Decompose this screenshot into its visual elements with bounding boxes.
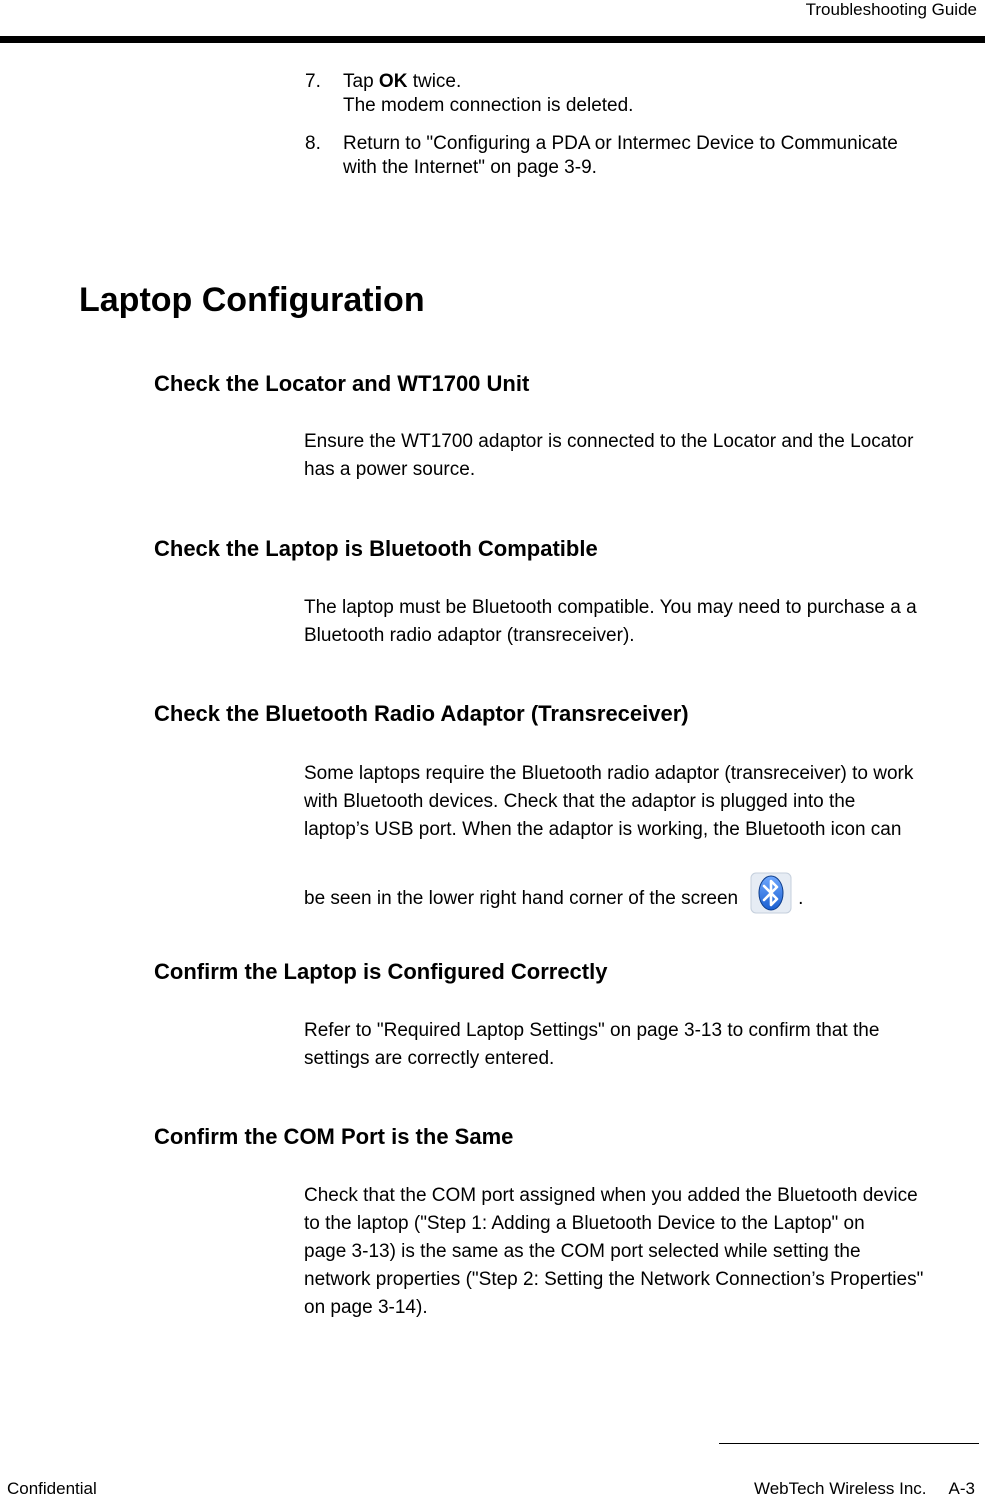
subsection-title: Check the Bluetooth Radio Adaptor (Transreceiver) [154, 701, 689, 726]
step-text [343, 70, 965, 94]
body-line: has a power source. [304, 459, 476, 480]
running-header-title: Troubleshooting Guide [805, 0, 977, 19]
step-number: 7. [305, 71, 321, 92]
footer-right [754, 1479, 975, 1499]
footer-rule [719, 1443, 979, 1444]
step-button-label: OK [378, 71, 408, 92]
subsection-body [304, 1017, 979, 1073]
step-result: The modem connection is deleted. [343, 95, 634, 116]
step-number: 8. [305, 133, 321, 154]
step-8 [305, 132, 965, 180]
body-line: be seen in the lower right hand corner of the screen [304, 888, 739, 910]
body-line: Refer to "Required Laptop Settings" on page 3-13 to confirm that the [304, 1020, 880, 1041]
step-text-pre: Tap [343, 71, 379, 92]
body-line: The laptop must be Bluetooth compatible. You may need to purchase a a [304, 597, 917, 618]
body-line: to the laptop ("Step 1: Adding a Bluetooth Device to the Laptop" on [304, 1213, 865, 1234]
body-line-end: . [798, 888, 804, 910]
footer-confidential: Confidential [7, 1479, 97, 1498]
body-line: Check that the COM port assigned when you added the Bluetooth device [304, 1185, 918, 1206]
footer-company: WebTech Wireless Inc. [753, 1479, 927, 1498]
body-line: Bluetooth radio adaptor (transreceiver). [304, 625, 635, 646]
body-line: on page 3-14). [304, 1297, 428, 1318]
step-text-line: with the Internet" on page 3-9. [343, 157, 597, 178]
body-line: network properties ("Step 2: Setting the Network Connection’s Properties" [304, 1269, 924, 1290]
body-line: Some laptops require the Bluetooth radio adaptor (transreceiver) to work [304, 763, 914, 784]
body-line: laptop’s USB port. When the adaptor is working, the Bluetooth icon can [304, 819, 902, 840]
subsection-body [304, 760, 979, 844]
body-line: settings are correctly entered. [304, 1048, 555, 1069]
subsection-title: Confirm the Laptop is Configured Correctly [154, 959, 608, 984]
footer-page-number: A-3 [948, 1479, 975, 1498]
subsection-body [304, 428, 979, 484]
bluetooth-icon [750, 872, 792, 914]
body-line: page 3-13) is the same as the COM port selected while setting the [304, 1241, 861, 1262]
section-title: Laptop Configuration [79, 281, 425, 319]
step-text-post: twice. [407, 71, 462, 92]
subsection-body [304, 594, 979, 650]
body-line: Ensure the WT1700 adaptor is connected to the Locator and the Locator [304, 431, 914, 452]
header-rule [0, 36, 985, 43]
body-line-with-icon [304, 878, 979, 920]
subsection-title: Check the Locator and WT1700 Unit [154, 371, 530, 396]
subsection-title: Confirm the COM Port is the Same [154, 1124, 514, 1149]
subsection-body [304, 1182, 979, 1322]
subsection-title: Check the Laptop is Bluetooth Compatible [154, 536, 598, 561]
step-text-line: Return to "Configuring a PDA or Intermec Device to Communicate [343, 133, 898, 154]
step-7 [305, 70, 965, 118]
body-line: with Bluetooth devices. Check that the adaptor is plugged into the [304, 791, 856, 812]
